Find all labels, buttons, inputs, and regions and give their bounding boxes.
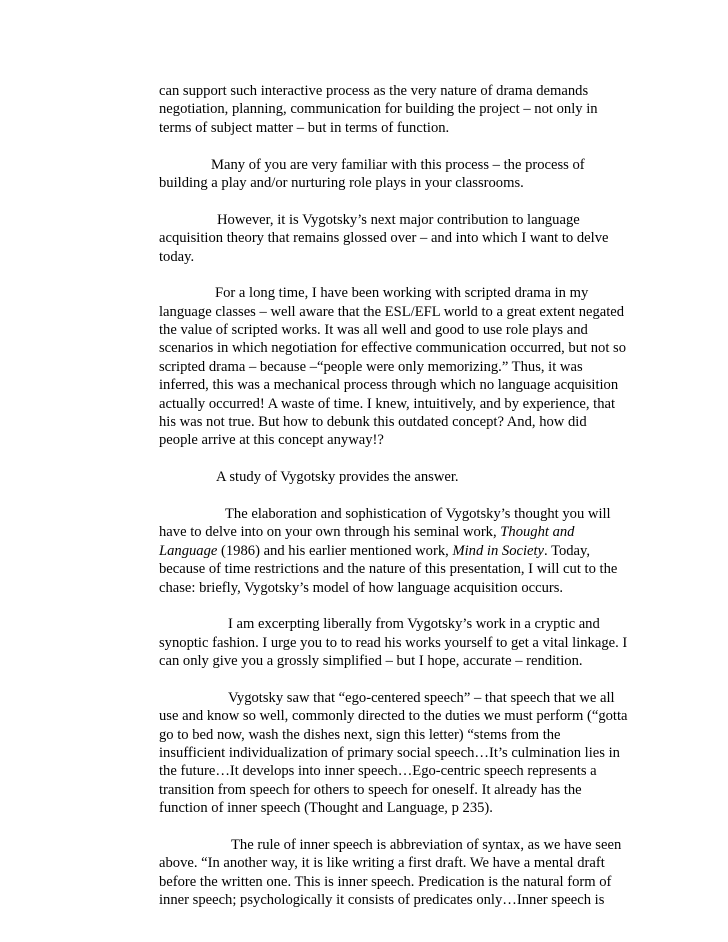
text-line: because of time restrictions and the nature of this presentation, I will cut to the <box>159 561 618 578</box>
text-run: . Today, <box>544 542 591 559</box>
text-line: terms of subject matter – but in terms of function. <box>159 119 450 136</box>
paragraph-gap <box>159 487 629 505</box>
text-line: function of inner speech (Thought and Language, p 235). <box>159 800 493 817</box>
text-line <box>159 523 629 541</box>
text-line: For a long time, I have been working with scripted drama in my <box>215 285 589 302</box>
text-line: go to bed now, wash the dishes next, sign this letter) “stems from the <box>159 726 561 743</box>
text-line: can support such interactive process as the very nature of drama demands <box>159 83 589 99</box>
text-line: However, it is Vygotsky’s next major contribution to language <box>217 211 580 228</box>
text-line: The elaboration and sophistication of Vygotsky’s thought you will <box>225 505 611 522</box>
text-line: scenarios in which negotiation for effective communication occurred, but not so <box>159 340 626 357</box>
paragraph-gap <box>159 137 629 155</box>
text-line: I am excerpting liberally from Vygotsky’s work in a cryptic and <box>228 616 600 633</box>
text-run: have to delve into on your own through his seminal work, <box>159 524 501 541</box>
paragraph-gap <box>159 266 629 284</box>
text-line: use and know so well, commonly directed to the duties we must perform (“gotta <box>159 708 628 725</box>
book-title-italic: Mind in Society <box>452 542 545 559</box>
text-line: Vygotsky saw that “ego-centered speech” – that speech that we all <box>228 689 615 706</box>
text-line <box>159 542 629 560</box>
text-line: his was not true. But how to debunk this outdated concept? And, how did <box>159 414 587 431</box>
text-line: can only give you a grossly simplified – but I hope, accurate – rendition. <box>159 653 583 670</box>
text-line: today. <box>159 248 195 265</box>
text-line: the value of scripted works. It was all well and good to use role plays and <box>159 322 588 339</box>
text-line: before the written one. This is inner speech. Predication is the natural form of <box>159 873 612 890</box>
body-text <box>159 82 629 910</box>
text-line: chase: briefly, Vygotsky’s model of how language acquisition occurs. <box>159 579 564 596</box>
paragraph-gap <box>159 818 629 836</box>
text-line: synoptic fashion. I urge you to to read his works yourself to get a vital linkage. I <box>159 634 628 651</box>
text-line: inferred, this was a mechanical process through which no language acquisition <box>159 377 619 394</box>
text-line: A study of Vygotsky provides the answer. <box>216 469 459 486</box>
text-line: building a play and/or nurturing role plays in your classrooms. <box>159 174 524 191</box>
text-line: scripted drama – because –“people were only memorizing.” Thus, it was <box>159 358 583 375</box>
text-line: inner speech; psychologically it consists of predicates only…Inner speech is <box>159 892 605 909</box>
text-line: the future…It develops into inner speech…Ego-centric speech represents a <box>159 763 597 780</box>
text-line: people arrive at this concept anyway!? <box>159 432 384 449</box>
text-line: insufficient individualization of primary social speech…It’s culmination lies in <box>159 745 620 762</box>
book-title-italic: Thought and <box>500 524 575 541</box>
text-line: The rule of inner speech is abbreviation of syntax, as we have seen <box>231 837 622 854</box>
text-line: language classes – well aware that the ESL/EFL world to a great extent negated <box>159 303 625 320</box>
text-line: Many of you are very familiar with this process – the process of <box>211 156 585 173</box>
text-line: above. “In another way, it is like writing a first draft. We have a mental draft <box>159 855 605 872</box>
paragraph-gap <box>159 192 629 210</box>
paragraph-gap <box>159 671 629 689</box>
paragraph-gap <box>159 597 629 615</box>
text-line: negotiation, planning, communication for building the project – not only in <box>159 101 598 118</box>
book-title-italic: Language <box>159 542 218 559</box>
text-line: actually occurred! A waste of time. I knew, intuitively, and by experience, that <box>159 395 616 412</box>
text-run: (1986) and his earlier mentioned work, <box>217 542 453 559</box>
paragraph-gap <box>159 450 629 468</box>
text-line: transition from speech for others to speech for oneself. It already has the <box>159 781 582 798</box>
text-line: acquisition theory that remains glossed over – and into which I want to delve <box>159 230 609 247</box>
